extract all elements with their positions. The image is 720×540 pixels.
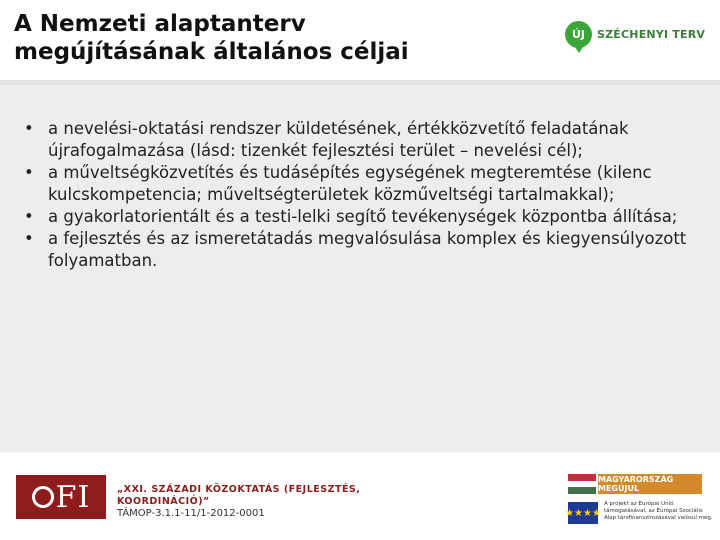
hungarian-flag-icon xyxy=(568,474,596,494)
bullet-item xyxy=(24,162,704,206)
ofi-o-icon xyxy=(32,486,54,508)
slide-title-line-1: A Nemzeti alaptanterv xyxy=(14,11,306,37)
uj-badge-icon: ÚJ xyxy=(565,21,592,48)
szechenyi-terv-logo xyxy=(565,18,705,50)
bullet-item xyxy=(24,118,704,162)
magyarorszag-megujul-banner: MAGYARORSZÁG MEGÚJUL xyxy=(598,474,702,494)
ofi-logo xyxy=(16,475,106,519)
bullet-dot-icon: • xyxy=(24,163,34,182)
bullet-dot-icon: • xyxy=(24,119,34,138)
project-code: TÁMOP-3.1.1-11/1-2012-0001 xyxy=(117,508,265,519)
bullet-list xyxy=(24,118,704,272)
bullet-text: a gyakorlatorientált és a testi-lelki segítő tevékenységek központba állítása; xyxy=(48,207,678,226)
slide-title xyxy=(14,10,534,66)
bullet-text: a műveltségközvetítés és tudásépítés egységének megteremtése (kilenc kulcskompetencia; műveltségterületek közműveltségi tartalmakkal); xyxy=(48,163,652,204)
footer xyxy=(0,453,720,540)
eu-support-text: A projekt az Európai Unió támogatásával, az Európai Szociális Alap társfinanszírozásával valósul meg. xyxy=(604,501,713,521)
slide-title-line-2: megújításának általános céljai xyxy=(14,39,409,65)
bullet-text: a nevelési-oktatási rendszer küldetésének, értékközvetítő feladatának újrafogalmazása (lásd: tizenkét fejlesztési terület – nevelési cél); xyxy=(48,119,629,160)
bullet-item xyxy=(24,228,704,272)
eu-flag-icon: ★★★★ xyxy=(568,502,598,524)
project-title: „XXI. SZÁZADI KÖZOKTATÁS (FEJLESZTÉS, KOORDINÁCIÓ)” xyxy=(117,484,361,507)
bullet-dot-icon: • xyxy=(24,229,34,248)
content-panel xyxy=(0,85,720,453)
bullet-item xyxy=(24,206,704,228)
szechenyi-terv-label: SZÉCHENYI TERV xyxy=(597,27,706,41)
ofi-logo-text: FI xyxy=(55,479,91,515)
bullet-dot-icon: • xyxy=(24,207,34,226)
bullet-text: a fejlesztés és az ismeretátadás megvalósulása komplex és kiegyensúlyozott folyamatban. xyxy=(48,229,687,270)
